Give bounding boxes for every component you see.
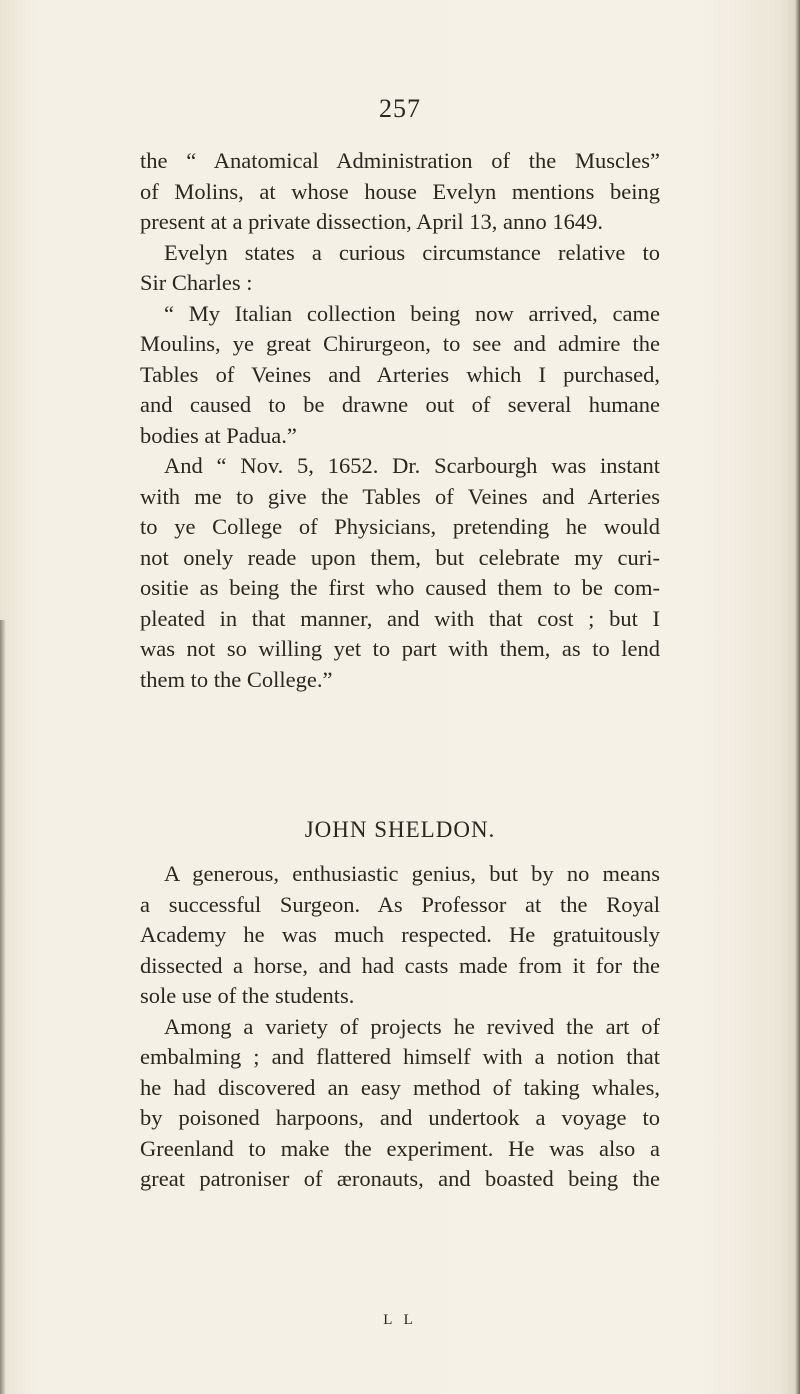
text-line: Academy he was much respected. He gratuitously: [140, 922, 660, 947]
text-line: the “ Anatomical Administration of the Muscles”: [140, 148, 660, 173]
text-line: and caused to be drawne out of several humane: [140, 392, 660, 417]
printer-signature-mark: L L: [383, 1312, 417, 1328]
text-line: dissected a horse, and had casts made from it for the: [140, 952, 660, 978]
section-heading: JOHN SHELDON.: [304, 817, 496, 842]
page-left-edge-shadow: [0, 620, 6, 1394]
text-line: was not so willing yet to part with them, as to lend: [140, 636, 660, 661]
text-line: ositie as being the first who caused them to be com-: [140, 575, 660, 600]
page-number: 257: [379, 94, 421, 123]
text-line: pleated in that manner, and with that cost ; but I: [140, 605, 660, 631]
page-right-edge-shadow: [795, 0, 800, 1394]
text-line: sole use of the students.: [140, 983, 355, 1008]
text-line: to ye College of Physicians, pretending he would: [140, 514, 660, 539]
text-line: of Molins, at whose house Evelyn mentions being: [140, 178, 660, 204]
text-line: a successful Surgeon. As Professor at the Royal: [140, 891, 660, 917]
text-line: present at a private dissection, April 13, anno 1649.: [140, 209, 604, 234]
text-line: Moulins, ye great Chirurgeon, to see and admire the: [140, 331, 660, 356]
text-line: Tables of Veines and Arteries which I purchased,: [140, 361, 660, 387]
text-line: Among a variety of projects he revived the art of: [164, 1013, 660, 1039]
text-line: A generous, enthusiastic genius, but by no means: [164, 861, 660, 886]
text-line: great patroniser of æronauts, and boasted being the: [140, 1166, 660, 1191]
text-line: “ My Italian collection being now arrived, came: [164, 300, 660, 326]
text-line: Evelyn states a curious circumstance relative to: [164, 239, 660, 265]
text-line: not onely reade upon them, but celebrate my curi-: [140, 544, 660, 570]
text-line: Sir Charles :: [140, 270, 253, 295]
text-line: embalming ; and flattered himself with a notion that: [140, 1044, 660, 1069]
text-block-top: [140, 146, 660, 695]
text-line: And “ Nov. 5, 1652. Dr. Scarbourgh was instant: [164, 453, 660, 478]
text-line: with me to give the Tables of Veines and Arteries: [140, 483, 660, 509]
text-block-bottom: [140, 859, 660, 1195]
text-line: he had discovered an easy method of taking whales,: [140, 1074, 660, 1100]
text-line: Greenland to make the experiment. He was also a: [140, 1135, 660, 1161]
text-line: them to the College.”: [140, 666, 333, 692]
text-line: by poisoned harpoons, and undertook a voyage to: [140, 1105, 660, 1130]
text-line: bodies at Padua.”: [140, 422, 297, 448]
